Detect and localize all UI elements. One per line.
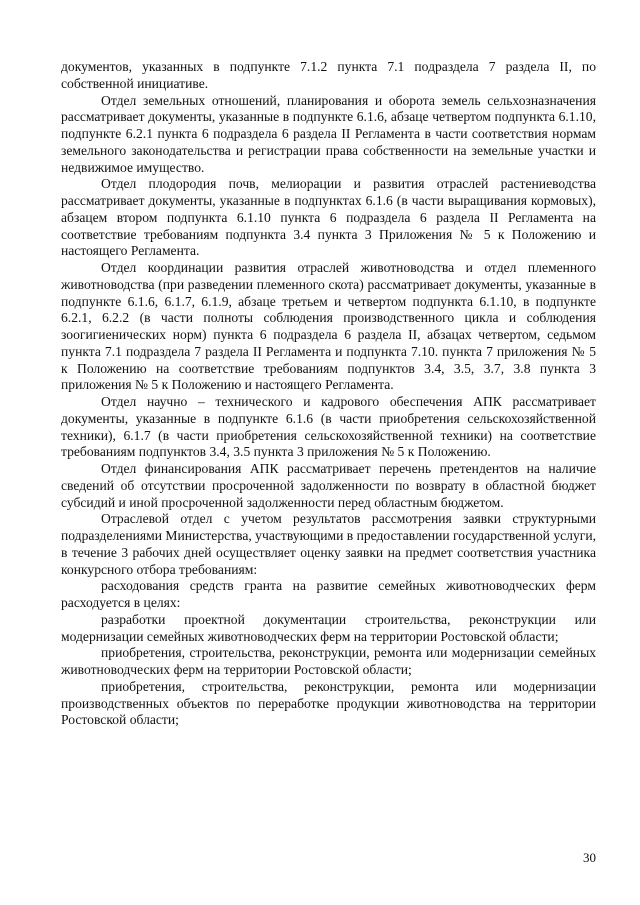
paragraph-continuation: документов, указанных в подпункте 7.1.2 пункта 7.1 подраздела 7 раздела II, по собственной инициативе. bbox=[61, 59, 596, 91]
paragraph-list-item-farms: приобретения, строительства, реконструкции, ремонта или модернизации семейных животноводческих ферм на территории Ростовской области; bbox=[61, 645, 596, 677]
paragraph-list-item-design: разработки проектной документации строительства, реконструкции или модернизации семейных животноводческих ферм на территории Ростовской области; bbox=[61, 611, 596, 644]
paragraph-soil-fertility-dept: Отдел плодородия почв, мелиорации и развития отраслей растениеводства рассматривает документы, указанные в подпунктах 6.1.6 (в части выращивания кормовых), абзацем втором подпункта 6.1.10 пункта 6 подраздела 6 раздела II Регламента на соответствие требованиям подпункта 3.4 пункта 3 Приложения № 5 к Положению и настоящего Регламента. bbox=[61, 176, 596, 259]
paragraph-land-relations-dept: Отдел земельных отношений, планирования и оборота земель сельхозназначения рассматривает документы, указанные в подпункте 6.1.6, абзаце четвертом подпункта 6.1.10, подпункте 6.2.1 пункта 6 подраздела 6 раздела II Регламента в части соответствия нормам земельного законодательства и регистрации права собственности на земельные участки и недвижимое имущество. bbox=[61, 92, 596, 175]
paragraph-list-item-processing: приобретения, строительства, реконструкции, ремонта или модернизации производственных объектов по переработке продукции животноводства на территории Ростовской области; bbox=[61, 678, 596, 728]
paragraph-finance-dept: Отдел финансирования АПК рассматривает перечень претендентов на наличие сведений об отсутствии просроченной задолженности по возврату в областной бюджет субсидий и иной просроченной задолженности перед областным бюджетом. bbox=[61, 461, 596, 510]
paragraph-technical-dept: Отдел научно – технического и кадрового обеспечения АПК рассматривает документы, указанные в подпункте 6.1.6 (в части приобретения сельскохозяйственной техники), 6.1.7 (в части приобретения сельскохозяйственной техники) на соответствие требованиям подпунктов 3.4, 3.5 пункта 3 приложения № 5 к Положению. bbox=[61, 394, 596, 460]
paragraph-livestock-dept: Отдел координации развития отраслей животноводства и отдел племенного животноводства (при разведении племенного скота) рассматривает документы, указанные в подпункте 6.1.6, 6.1.7, 6.1.9, абзаце третьем и четвертом подпункта 6.1.10, в подпункте 6.2.1, 6.2.2 (в части полноты соблюдения производственного цикла и соблюдения зоогигиенических норм) пункта 6 подраздела 6 раздела II, абзацах четвертом, седьмом пункта 7.1 подраздела 7 раздела II Регламента и подпункта 7.10. пункта 7 приложения № 5 к Положению на соответствие требованиям подпунктов 3.4, 3.5, 3.7, 3.8 пункта 3 приложения № 5 к Положению и настоящего Регламента. bbox=[61, 260, 596, 393]
paragraph-sector-dept: Отраслевой отдел с учетом результатов рассмотрения заявки структурными подразделениями Министерства, участвующими в предоставлении государственной услуги, в течение 3 рабочих дней осуществляет оценку заявки на предмет соответствия участника конкурсного отбора требованиям: bbox=[61, 511, 596, 577]
paragraph-grant-spending: расходования средств гранта на развитие семейных животноводческих ферм расходуется в целях: bbox=[61, 578, 596, 610]
page-number: 30 bbox=[583, 850, 596, 865]
document-body bbox=[61, 59, 596, 729]
